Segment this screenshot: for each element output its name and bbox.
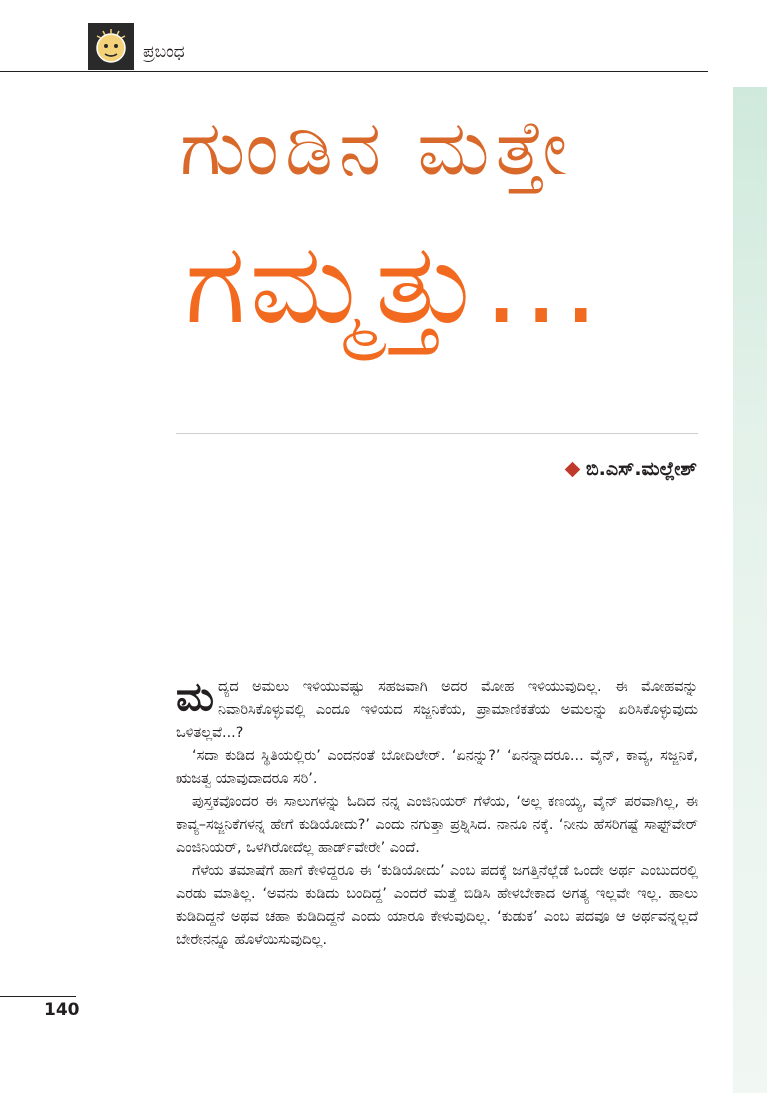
article-title-line2: ಗಮ್ಮತ್ತು... xyxy=(185,219,603,349)
article-body xyxy=(176,676,698,952)
logo xyxy=(88,23,134,70)
article-paragraph: ‘ಸದಾ ಕುಡಿದ ಸ್ಥಿತಿಯಲ್ಲಿರು’ ಎಂದನಂತೆ ಬೋದಿಲೇರ್. ‘ಏನನ್ನು?’ ‘ಏನನ್ನಾದರೂ... ವೈನ್, ಕಾವ್ಯ, ಸಜ್ಜನಿಕೆ, ಋಜತ್ವ ಯಾವುದಾದರೂ ಸರಿ’. xyxy=(176,748,698,787)
article-paragraph xyxy=(176,676,698,745)
title-divider xyxy=(176,433,698,434)
section-label: ಪ್ರಬಂಧ xyxy=(143,42,185,62)
cartoon-face-logo-icon xyxy=(91,26,131,68)
diamond-bullet-icon xyxy=(565,461,581,477)
author-name: ಬಿ.ಎಸ್.ಮಲ್ಲೇಶ್ xyxy=(585,458,697,480)
side-decoration-strip xyxy=(733,87,767,1093)
paragraph-text: ದ್ಯದ ಅಮಲು ಇಳಿಯುವಷ್ಟು ಸಹಜವಾಗಿ ಅದರ ಮೋಹ ಇಳಿಯುವುದಿಲ್ಲ. ಈ ಮೋಹವನ್ನು ನಿವಾರಿಸಿಕೊಳ್ಳುವಲ್ಲಿ ಎಂದೂ ಇಳಿಯದ ಸಜ್ಜನಿಕೆಯ, ಪ್ರಾಮಾಣಿಕತೆಯ ಅಮಲನ್ನು ಏರಿಸಿಕೊಳ್ಳುವುದು ಒಳಿತಲ್ಲವೆ...? xyxy=(176,679,698,741)
article-paragraph: ಪುಸ್ತಕವೊಂದರ ಈ ಸಾಲುಗಳನ್ನು ಓದಿದ ನನ್ನ ಎಂಜಿನಿಯರ್ ಗೆಳೆಯ, ‘ಅಲ್ಲ ಕಣಯ್ಯ, ವೈನ್ ಪರವಾಗಿಲ್ಲ, ಈ ಕಾವ್ಯ–ಸಜ್ಜನಿಕೆಗಳನ್ನ ಹೇಗೆ ಕುಡಿಯೋದು?’ ಎಂದು ನಗುತ್ತಾ ಪ್ರಶ್ನಿಸಿದ. ನಾನೂ ನಕ್ಕೆ. ‘ನೀನು ಹೆಸರಿಗಷ್ಟೆ ಸಾಫ್ಟ್‌ವೇರ್ ಎಂಜಿನಿಯರ್, ಒಳಗಿರೋದೆಲ್ಲ ಹಾರ್ಡ್‌ವೇರೇ’ ಎಂದೆ. xyxy=(176,794,698,856)
drop-cap: ಮ xyxy=(176,674,215,720)
article-paragraph: ಗೆಳೆಯ ತಮಾಷೆಗೆ ಹಾಗೆ ಕೇಳಿದ್ದರೂ ಈ ‘ಕುಡಿಯೋದು’ ಎಂಬ ಪದಕ್ಕೆ ಜಗತ್ತಿನೆಲ್ಲೆಡೆ ಒಂದೇ ಅರ್ಥ ಎಂಬುದರಲ್ಲಿ ಎರಡು ಮಾತಿಲ್ಲ. ‘ಅವನು ಕುಡಿದು ಬಂದಿದ್ದ’ ಎಂದರೆ ಮತ್ತೆ ಬಿಡಿಸಿ ಹೇಳಬೇಕಾದ ಅಗತ್ಯ ಇಲ್ಲವೇ ಇಲ್ಲ. ಹಾಲು ಕುಡಿದಿದ್ದನೆ ಅಥವ ಚಹಾ ಕುಡಿದಿದ್ದನೆ ಎಂದು ಯಾರೂ ಕೇಳುವುದಿಲ್ಲ. ‘ಕುಡುಕ’ ಎಂಬ ಪದವೂ ಆ ಅರ್ಥವನ್ನಲ್ಲದೆ ಬೇರೇನನ್ನೂ ಹೊಳೆಯಿಸುವುದಿಲ್ಲ. xyxy=(176,863,698,948)
byline xyxy=(567,458,697,480)
header-divider xyxy=(0,71,708,72)
article-title-line1: ಗುಂಡಿನ ಮತ್ತೇ xyxy=(180,103,574,192)
page-number: 140 xyxy=(44,1000,80,1020)
footer-divider xyxy=(0,996,76,997)
